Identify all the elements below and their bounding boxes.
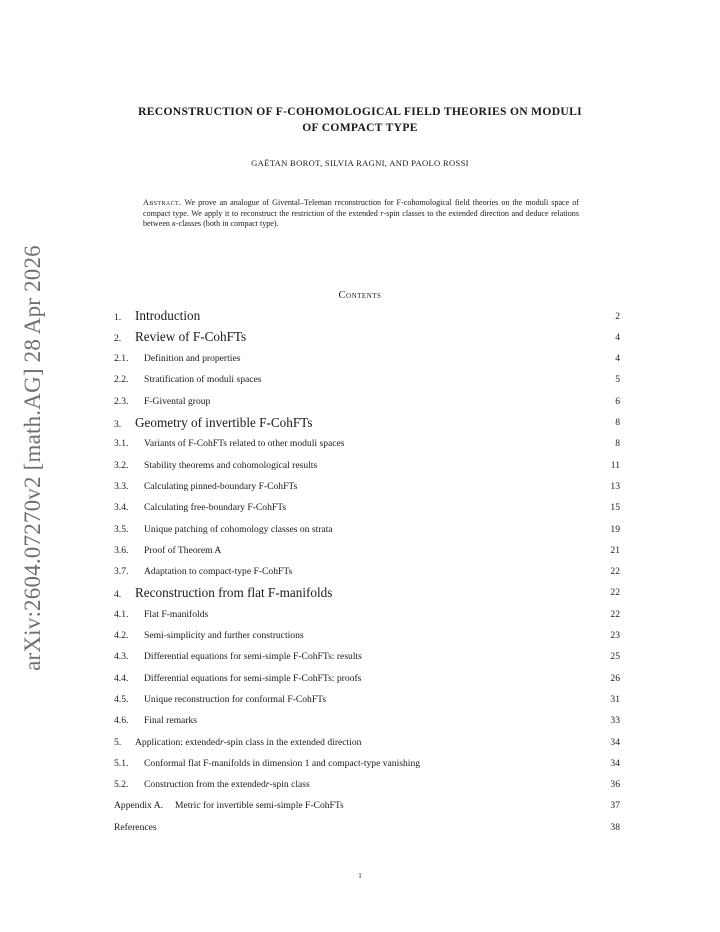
toc-entry-page: 34 bbox=[610, 736, 620, 748]
toc-entry-page: 33 bbox=[610, 715, 620, 727]
toc-entry-page: 34 bbox=[610, 757, 620, 769]
toc-entry-page: 8 bbox=[615, 438, 620, 450]
toc-entry-title: Stratification of moduli spaces bbox=[144, 374, 262, 386]
toc-entry-title: Variants of F-CohFTs related to other moduli spaces bbox=[144, 438, 345, 450]
toc-entry-number: 3.7. bbox=[114, 566, 129, 578]
toc-entry-number: 2.3. bbox=[114, 395, 129, 407]
toc-entry-page: 38 bbox=[610, 821, 620, 833]
toc-entry[interactable] bbox=[114, 519, 620, 539]
toc-entry[interactable] bbox=[114, 562, 620, 582]
toc-entry-number: 2.2. bbox=[114, 374, 129, 386]
toc-entry[interactable] bbox=[114, 817, 620, 837]
toc-entry-title: Adaptation to compact-type F-CohFTs bbox=[144, 566, 293, 578]
toc-entry[interactable] bbox=[114, 647, 620, 667]
toc-entry[interactable] bbox=[114, 753, 620, 773]
toc-entry-page: 8 bbox=[615, 417, 620, 428]
toc-entry-title: F-Givental group bbox=[144, 395, 211, 407]
toc-entry-number: 3. bbox=[114, 418, 122, 430]
toc-entry-page: 13 bbox=[610, 480, 620, 492]
toc-entry-title: Unique reconstruction for conformal F-CohFTs bbox=[144, 693, 327, 705]
contents-heading: Contents bbox=[338, 290, 382, 301]
toc-entry-number: 4.5. bbox=[114, 693, 129, 705]
toc-entry-number: 1. bbox=[114, 312, 122, 323]
toc-entry[interactable] bbox=[114, 626, 620, 646]
toc-entry[interactable] bbox=[114, 413, 620, 433]
toc-entry-title: Reconstruction from flat F-manifolds bbox=[135, 584, 333, 600]
toc-entry-number: 3.1. bbox=[114, 438, 129, 450]
toc-entry-title: Proof of Theorem A bbox=[144, 544, 222, 556]
toc-entry[interactable] bbox=[114, 775, 620, 795]
toc-entry-number: 4.2. bbox=[114, 630, 129, 641]
paper-title bbox=[100, 104, 620, 136]
abstract-label: Abstract. bbox=[143, 198, 182, 207]
toc-entry-number: 4.3. bbox=[114, 651, 129, 663]
toc-entry-title: Geometry of invertible F-CohFTs bbox=[135, 414, 313, 430]
toc-entry[interactable] bbox=[114, 732, 620, 752]
toc-entry[interactable] bbox=[114, 476, 620, 496]
arxiv-identifier-text: arXiv:2604.07270v2 [math.AG] 28 Apr 2026 bbox=[20, 245, 45, 671]
toc-entry-page: 21 bbox=[610, 544, 620, 556]
abstract-text-1: We prove an analogue of Givental–Teleman reconstruction for F-cohomological field theories on the moduli space of compact type. We apply it to reconstruct the restriction of the extended bbox=[143, 198, 579, 218]
toc-entry-title: Semi-simplicity and further constructions bbox=[144, 630, 304, 641]
toc-entry-number: 4.4. bbox=[114, 672, 129, 684]
toc-entry-page: 36 bbox=[610, 779, 620, 791]
toc-entry-title: Stability theorems and cohomological results bbox=[144, 459, 318, 471]
toc-entry-number: 4. bbox=[114, 588, 122, 600]
toc-entry-title: Review of F-CohFTs bbox=[135, 329, 247, 345]
toc-entry[interactable] bbox=[114, 349, 620, 369]
toc-entry-title-b: -spin class in the extended direction bbox=[223, 736, 362, 748]
toc-entry-title-a: Construction from the extended bbox=[144, 779, 266, 791]
toc-entry-title: Differential equations for semi-simple F-CohFTs: results bbox=[144, 651, 362, 663]
toc-entry[interactable] bbox=[114, 668, 620, 688]
abstract-text-2: -spin classes to the extended direction and deduce relations between bbox=[143, 208, 579, 228]
toc-entry-number: 5. bbox=[114, 736, 122, 748]
toc-entry-number: 3.3. bbox=[114, 480, 129, 492]
toc-entry[interactable] bbox=[114, 455, 620, 475]
toc-entry[interactable] bbox=[114, 796, 620, 816]
toc-entry[interactable] bbox=[114, 391, 620, 411]
toc-entry-number: 3.4. bbox=[114, 502, 129, 514]
toc-entry-title-symbol: r bbox=[220, 736, 224, 748]
toc-entry-page: 11 bbox=[610, 459, 620, 471]
toc-entry-title-a: Application: extended bbox=[135, 736, 220, 748]
toc-entry-title-b: -spin class bbox=[269, 779, 310, 791]
toc-entry-number: 4.6. bbox=[114, 715, 129, 727]
toc-entry[interactable] bbox=[114, 370, 620, 390]
toc-entry-page: 37 bbox=[610, 800, 620, 812]
toc-entry-title: Conformal flat F-manifolds in dimension 1 and compact-type vanishing bbox=[144, 757, 421, 769]
toc-entry-number: 2. bbox=[114, 333, 122, 345]
toc-entry-title: References bbox=[114, 821, 157, 833]
toc-entry-number: 4.1. bbox=[114, 608, 129, 620]
paper-authors: GAËTAN BOROT, SILVIA RAGNI, AND PAOLO ROSSI bbox=[251, 158, 469, 168]
toc-entry-page: 26 bbox=[610, 672, 620, 684]
toc-entry-page: 22 bbox=[610, 566, 620, 578]
toc-entry[interactable] bbox=[114, 711, 620, 731]
paper-title-line-2: OF COMPACT TYPE bbox=[302, 121, 418, 134]
toc-entry-title: Metric for invertible semi-simple F-CohFTs bbox=[175, 800, 344, 812]
toc-entry-page: 22 bbox=[610, 587, 620, 599]
abstract-r-symbol: r bbox=[380, 208, 384, 218]
toc-entry-title: Differential equations for semi-simple F-CohFTs: proofs bbox=[144, 672, 362, 684]
toc-entry-page: 4 bbox=[615, 331, 620, 343]
toc-entry-page: 23 bbox=[610, 630, 620, 641]
toc-entry-number: Appendix A. bbox=[114, 800, 164, 812]
toc-entry-page: 5 bbox=[615, 374, 620, 386]
toc-entry-title: Definition and properties bbox=[144, 353, 241, 365]
abstract-kappa-symbol: κ bbox=[172, 219, 176, 228]
toc-entry-title: Final remarks bbox=[144, 715, 198, 727]
toc-entry-title: Unique patching of cohomology classes on strata bbox=[144, 523, 333, 535]
toc-entry-page: 31 bbox=[610, 693, 620, 705]
toc-entry-page: 4 bbox=[615, 353, 620, 365]
toc-entry-page: 25 bbox=[610, 651, 620, 663]
abstract-text-3: -classes (both in compact type). bbox=[175, 219, 279, 228]
toc-entry-number: 3.6. bbox=[114, 544, 129, 556]
toc-entry[interactable] bbox=[114, 327, 620, 347]
toc-entry[interactable] bbox=[114, 498, 620, 518]
toc-entry-title-symbol: r bbox=[265, 779, 270, 791]
toc-entry-number: 5.2. bbox=[114, 779, 129, 791]
toc-entry-page: 15 bbox=[610, 502, 620, 514]
toc-entry[interactable] bbox=[114, 434, 620, 454]
toc-entry[interactable] bbox=[114, 689, 620, 709]
toc-entry-number: 5.1. bbox=[114, 757, 129, 769]
toc-entry[interactable] bbox=[114, 583, 620, 603]
paper-title-line-1: RECONSTRUCTION OF F-COHOMOLOGICAL FIELD THEORIES ON MODULI bbox=[138, 105, 582, 118]
toc-entry-number: 3.2. bbox=[114, 459, 129, 471]
toc-entry[interactable] bbox=[114, 604, 620, 624]
toc-entry-title: Calculating pinned-boundary F-CohFTs bbox=[144, 480, 298, 492]
toc-entry-page: 19 bbox=[610, 523, 620, 535]
abstract bbox=[143, 198, 579, 230]
toc-entry-title: Flat F-manifolds bbox=[144, 608, 209, 620]
toc-entry-title: Introduction bbox=[135, 308, 201, 323]
toc-entry-number: 2.1. bbox=[114, 353, 129, 365]
toc-entry-page: 2 bbox=[615, 310, 620, 322]
toc-entry-number: 3.5. bbox=[114, 523, 129, 535]
toc-entry-title: Calculating free-boundary F-CohFTs bbox=[144, 502, 287, 514]
toc-entry[interactable] bbox=[114, 540, 620, 560]
toc-entry-page: 6 bbox=[615, 395, 620, 407]
toc-entry-page: 22 bbox=[610, 608, 620, 620]
toc-entry[interactable] bbox=[114, 306, 620, 326]
page-number: 1 bbox=[358, 872, 362, 880]
